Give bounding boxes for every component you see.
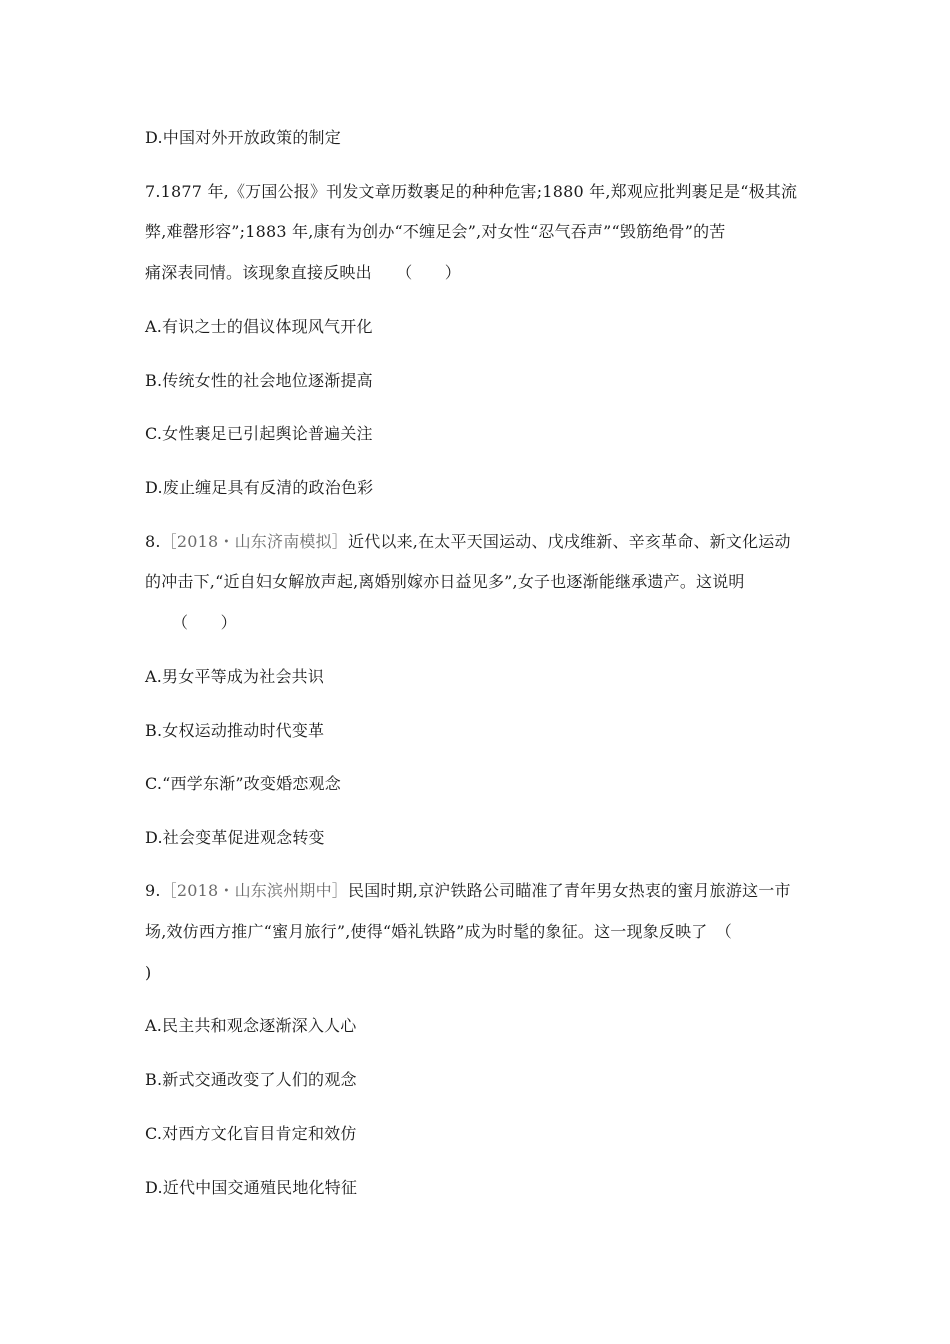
q7-stem-line-1: 7.1877 年,《万国公报》刊发文章历数裹足的种种危害;1880 年,郑观应批判裹足是“极其流: [145, 182, 798, 201]
q7-stem-line-3: 痛深表同情。该现象直接反映出 （ ）: [145, 263, 462, 282]
q8-option-b: B.女权运动推动时代变革: [145, 721, 325, 740]
q9-option-b: B.新式交通改变了人们的观念: [145, 1070, 357, 1089]
q8-number: 8.: [145, 532, 161, 551]
q8-source-tag: ［2018・山东济南模拟］: [160, 532, 348, 551]
q7-option-d: D.废止缠足具有反清的政治色彩: [145, 478, 374, 497]
q8-stem-line-1: [145, 532, 791, 552]
q8-option-d: D.社会变革促进观念转变: [145, 828, 325, 847]
q8-answer-paren: （ ）: [172, 613, 237, 632]
q8-option-c: C.“西学东渐”改变婚恋观念: [145, 774, 341, 793]
q7-option-a: A.有识之士的倡议体现风气开化: [145, 317, 373, 336]
q9-option-a: A.民主共和观念逐渐深入人心: [145, 1016, 357, 1035]
q8-stem-line-2: 的冲击下,“近自妇女解放声起,离婚别嫁亦日益见多”,女子也逐渐能继承遗产。这说明: [145, 572, 745, 591]
q9-stem-first: 民国时期,京沪铁路公司瞄准了青年男女热衷的蜜月旅游这一市: [348, 881, 791, 900]
q9-option-d: D.近代中国交通殖民地化特征: [145, 1178, 358, 1197]
q9-source-tag: ［2018・山东滨州期中］: [160, 881, 348, 900]
q9-number: 9.: [145, 881, 161, 900]
q8-option-a: A.男女平等成为社会共识: [145, 667, 325, 686]
q7-option-c: C.女性裹足已引起舆论普遍关注: [145, 424, 373, 443]
q9-option-c: C.对西方文化盲目肯定和效仿: [145, 1124, 357, 1143]
prev-option-d: D.中国对外开放政策的制定: [145, 128, 341, 147]
q8-stem-first: 近代以来,在太平天国运动、戊戌维新、辛亥革命、新文化运动: [348, 532, 791, 551]
q9-stem-line-2: 场,效仿西方推广“蜜月旅行”,使得“婚礼铁路”成为时髦的象征。这一现象反映了 （: [145, 922, 732, 941]
q7-option-b: B.传统女性的社会地位逐渐提高: [145, 371, 373, 390]
q7-stem-line-2: 弊,难罄形容”;1883 年,康有为创办“不缠足会”,对女性“忍气吞声”“毁筋绝骨”的苦: [145, 222, 726, 241]
q9-stem-line-1: [145, 881, 791, 901]
q9-answer-paren-close: ): [145, 963, 152, 982]
